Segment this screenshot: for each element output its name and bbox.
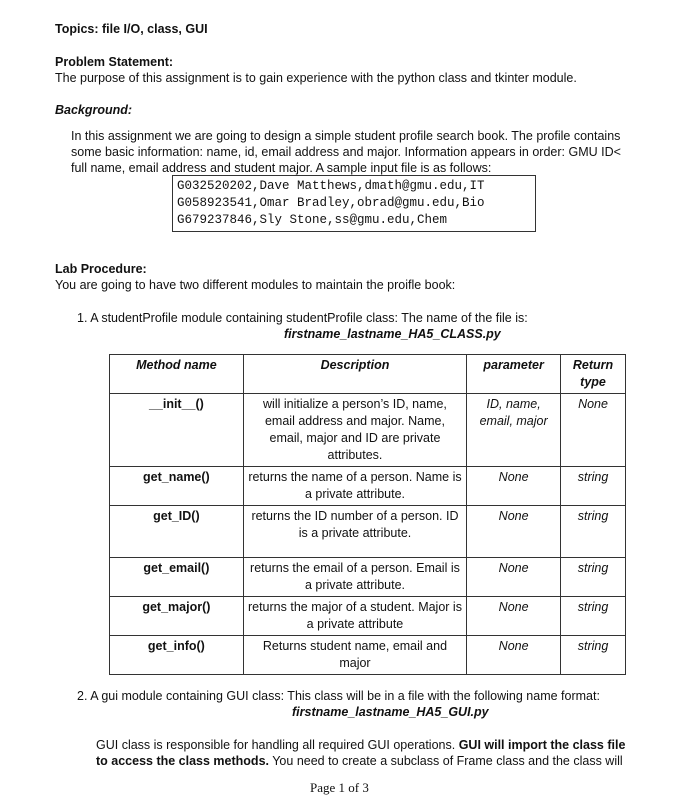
parameter-cell: None (467, 597, 561, 636)
sample-line: G679237846,Sly Stone,ss@gmu.edu,Chem (177, 213, 448, 227)
description-cell: returns the email of a person. Email is a private attribute. (243, 558, 466, 597)
item-2: 2. A gui module containing GUI class: This class will be in a file with the following name format: (77, 689, 600, 703)
description-cell: returns the major of a student. Major is a private attribute (243, 597, 466, 636)
method-cell: get_name() (110, 467, 244, 506)
background-line-1: In this assignment we are going to design a simple student profile search book. The profile contains (71, 129, 621, 143)
description-cell: returns the ID number of a person. ID is a private attribute. (243, 506, 466, 558)
sample-input-box (172, 175, 536, 232)
method-cell: get_ID() (110, 506, 244, 558)
item-1-filename: firstname_lastname_HA5_CLASS.py (284, 327, 501, 341)
background-line-3: full name, email address and student major. A sample input file is as follows: (71, 161, 492, 175)
description-cell: Returns student name, email and major (243, 636, 466, 675)
table-row (110, 506, 626, 558)
gui-paragraph-line-2 (96, 754, 623, 769)
return-cell: string (561, 636, 626, 675)
table-row (110, 467, 626, 506)
sample-line: G058923541,Omar Bradley,obrad@gmu.edu,Bio (177, 196, 485, 210)
lab-intro: You are going to have two different modules to maintain the proifle book: (55, 278, 456, 292)
return-cell: string (561, 558, 626, 597)
item-1: 1. A studentProfile module containing studentProfile class: The name of the file is: (77, 311, 528, 325)
background-line-2: some basic information: name, id, email address and major. Information appears in order: GMU ID< (71, 145, 621, 159)
table-row (110, 558, 626, 597)
method-cell: __init__() (110, 394, 244, 467)
table-row (110, 636, 626, 675)
background-heading: Background: (55, 103, 133, 117)
return-cell: None (561, 394, 626, 467)
table-header-row (110, 355, 626, 394)
description-cell: will initialize a person’s ID, name, email address and major. Name, email, major and ID are private attributes. (243, 394, 466, 467)
header-parameter: parameter (467, 355, 561, 394)
gui-text-normal: You need to create a subclass of Frame class and the class will (269, 754, 623, 768)
return-cell: string (561, 467, 626, 506)
method-cell: get_info() (110, 636, 244, 675)
method-cell: get_major() (110, 597, 244, 636)
return-cell: string (561, 506, 626, 558)
methods-table (109, 354, 626, 675)
header-description: Description (243, 355, 466, 394)
item-2-filename: firstname_lastname_HA5_GUI.py (292, 705, 489, 719)
method-cell: get_email() (110, 558, 244, 597)
description-cell: returns the name of a person. Name is a private attribute. (243, 467, 466, 506)
parameter-cell: None (467, 467, 561, 506)
parameter-cell: ID, name, email, major (467, 394, 561, 467)
parameter-cell: None (467, 506, 561, 558)
parameter-cell: None (467, 636, 561, 675)
topics-line: Topics: file I/O, class, GUI (55, 22, 208, 36)
lab-heading: Lab Procedure: (55, 262, 147, 276)
gui-paragraph-line-1 (96, 738, 625, 753)
header-return: Return type (561, 355, 626, 394)
problem-heading: Problem Statement: (55, 55, 174, 69)
table-row (110, 597, 626, 636)
header-method: Method name (110, 355, 244, 394)
gui-text-bold: GUI will import the class file (458, 738, 626, 752)
parameter-cell: None (467, 558, 561, 597)
table-row (110, 394, 626, 467)
gui-text-normal: GUI class is responsible for handling all required GUI operations. (96, 738, 459, 752)
problem-text: The purpose of this assignment is to gain experience with the python class and tkinter module. (55, 71, 577, 85)
return-cell: string (561, 597, 626, 636)
page-footer: Page 1 of 3 (310, 780, 369, 795)
gui-text-bold: to access the class methods. (96, 754, 269, 768)
sample-line: G032520202,Dave Matthews,dmath@gmu.edu,IT (177, 179, 485, 193)
